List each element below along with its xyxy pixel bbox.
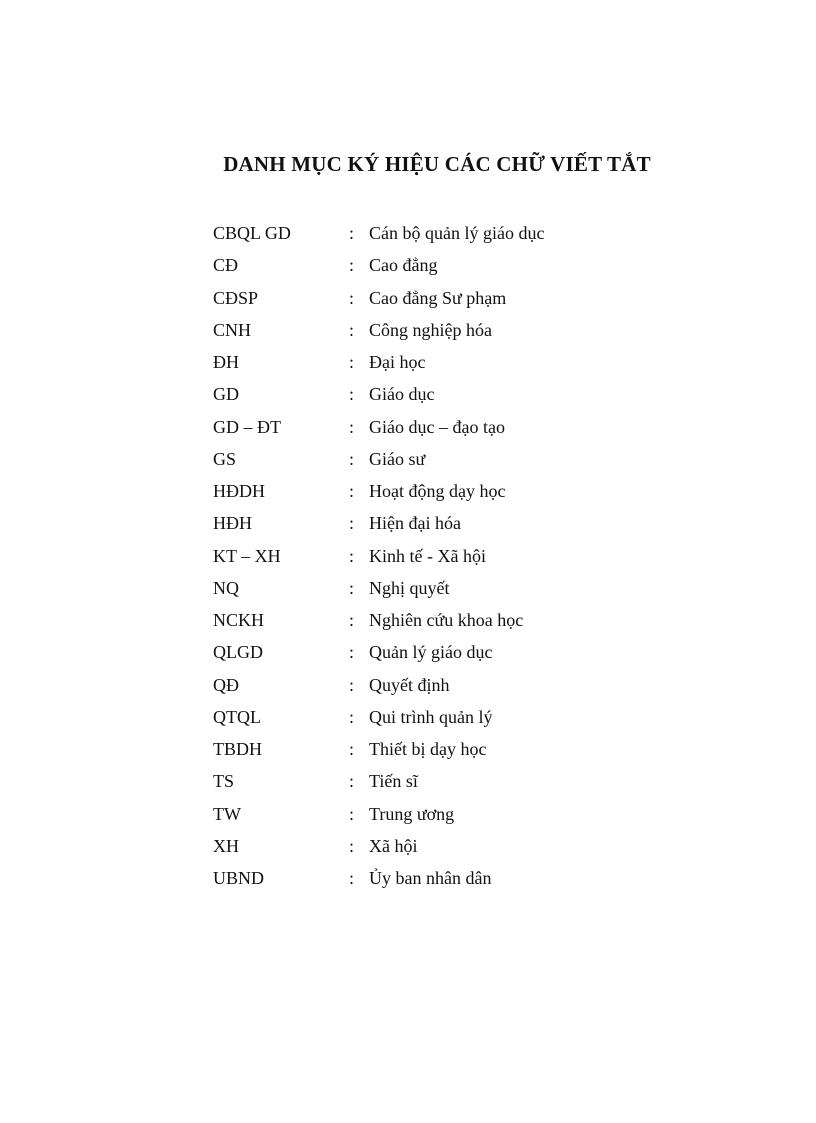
abbreviation-row [213, 507, 613, 539]
abbreviation-separator: : [349, 803, 355, 824]
abbreviation-row [213, 475, 613, 507]
abbreviation-row [213, 636, 613, 668]
abbreviation-separator: : [349, 771, 355, 792]
abbreviation-meaning: Quyết định [369, 674, 450, 695]
abbreviation-separator: : [349, 868, 355, 888]
abbreviation-separator: : [349, 513, 355, 534]
abbreviation-term: CĐ [213, 255, 239, 276]
abbreviation-term: CNH [213, 319, 252, 340]
abbreviation-meaning: Hoạt động dạy học [369, 481, 506, 501]
abbreviation-term: TS [213, 771, 235, 792]
abbreviation-meaning: Cán bộ quản lý giáo dục [369, 223, 545, 243]
abbreviation-separator: : [349, 223, 355, 243]
abbreviation-meaning: Ủy ban nhân dân [369, 868, 492, 888]
abbreviation-row [213, 249, 613, 281]
abbreviation-meaning: Kinh tế - Xã hội [369, 545, 486, 566]
abbreviation-separator: : [349, 287, 355, 308]
abbreviation-separator: : [349, 416, 355, 437]
abbreviation-term: TW [213, 803, 241, 824]
abbreviation-term: ĐH [213, 352, 239, 372]
abbreviation-meaning: Thiết bị dạy học [369, 739, 487, 759]
abbreviation-term: TBDH [213, 739, 262, 759]
abbreviation-row [213, 443, 613, 475]
abbreviation-row [213, 540, 613, 572]
abbreviation-term: CBQL GD [213, 223, 291, 243]
abbreviation-meaning: Giáo sư [369, 448, 426, 469]
abbreviation-term: NCKH [213, 610, 265, 630]
abbreviation-term: NQ [213, 577, 239, 598]
abbreviation-term: QĐ [213, 674, 239, 695]
abbreviation-row [213, 572, 613, 604]
abbreviation-row [213, 217, 613, 249]
abbreviation-term: GD [213, 384, 239, 405]
abbreviation-meaning: Giáo dục – đạo tạo [369, 416, 505, 437]
abbreviation-separator: : [349, 255, 355, 276]
abbreviation-meaning: Công nghiệp hóa [369, 319, 492, 340]
abbreviation-term: GS [213, 448, 237, 469]
abbreviation-term: KT – XH [213, 545, 281, 566]
abbreviation-list [213, 217, 613, 894]
abbreviation-row [213, 701, 613, 733]
abbreviation-separator: : [349, 739, 355, 759]
abbreviation-separator: : [349, 545, 355, 566]
abbreviation-term: QLGD [213, 642, 263, 663]
abbreviation-separator: : [349, 610, 355, 630]
abbreviation-row [213, 411, 613, 443]
abbreviation-meaning: Đại học [369, 352, 426, 372]
abbreviation-term: CĐSP [213, 287, 259, 308]
abbreviation-term: GD – ĐT [213, 416, 281, 437]
abbreviation-separator: : [349, 384, 355, 405]
abbreviation-row [213, 765, 613, 797]
abbreviation-meaning: Hiện đại hóa [369, 513, 461, 534]
abbreviation-meaning: Cao đẳng [369, 255, 438, 276]
abbreviation-meaning: Xã hội [369, 835, 418, 856]
abbreviation-row [213, 733, 613, 765]
abbreviation-row [213, 798, 613, 830]
abbreviation-separator: : [349, 481, 355, 501]
abbreviation-row [213, 669, 613, 701]
abbreviation-separator: : [349, 352, 355, 372]
abbreviation-term: HĐDH [213, 481, 265, 501]
abbreviation-row [213, 862, 613, 894]
abbreviation-meaning: Nghị quyết [369, 577, 450, 598]
abbreviation-meaning: Nghiên cứu khoa học [369, 610, 524, 630]
abbreviation-term: HĐH [213, 513, 252, 534]
abbreviation-meaning: Trung ương [369, 803, 455, 824]
abbreviation-separator: : [349, 319, 355, 340]
abbreviation-separator: : [349, 706, 355, 727]
abbreviation-term: XH [213, 835, 239, 856]
abbreviation-separator: : [349, 674, 355, 695]
abbreviation-meaning: Qui trình quản lý [369, 706, 493, 727]
abbreviation-separator: : [349, 448, 355, 469]
abbreviation-meaning: Giáo dục [369, 384, 435, 405]
abbreviation-row [213, 282, 613, 314]
abbreviation-separator: : [349, 577, 355, 598]
abbreviation-term: QTQL [213, 706, 261, 727]
abbreviation-separator: : [349, 835, 355, 856]
abbreviation-row [213, 314, 613, 346]
abbreviation-meaning: Cao đẳng Sư phạm [369, 287, 507, 308]
abbreviation-row [213, 830, 613, 862]
abbreviation-row [213, 378, 613, 410]
abbreviation-separator: : [349, 642, 355, 663]
abbreviation-meaning: Quản lý giáo dục [369, 642, 493, 663]
abbreviation-row [213, 604, 613, 636]
abbreviation-row [213, 346, 613, 378]
page-title: DANH MỤC KÝ HIỆU CÁC CHỮ VIẾT TẮT [223, 152, 651, 176]
abbreviation-meaning: Tiến sĩ [369, 771, 418, 792]
abbreviation-term: UBND [213, 868, 265, 888]
